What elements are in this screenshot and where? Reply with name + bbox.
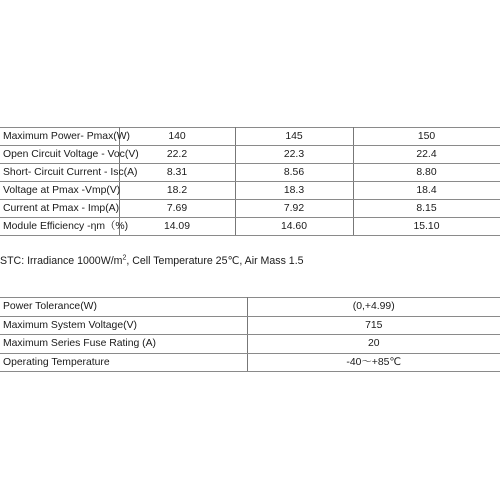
cell-value: 145 — [235, 128, 353, 146]
cell-value: 8.56 — [235, 164, 353, 182]
table-row — [0, 128, 500, 146]
cell-value: 18.2 — [119, 182, 235, 200]
table-row — [0, 200, 500, 218]
cell-value: 140 — [119, 128, 235, 146]
cell-value: 8.31 — [119, 164, 235, 182]
cell-value: 7.69 — [119, 200, 235, 218]
row-label-power-tolerance: Power Tolerance(W) — [0, 298, 247, 317]
row-label-max-series-fuse-rating: Maximum Series Fuse Rating (A) — [0, 335, 247, 354]
row-label-operating-temperature: Operating Temperature — [0, 353, 247, 372]
table-row — [0, 218, 500, 236]
table-row — [0, 146, 500, 164]
electrical-characteristics-table — [0, 127, 500, 236]
cell-value: 22.3 — [235, 146, 353, 164]
cell-value: 8.15 — [353, 200, 500, 218]
cell-value: 18.4 — [353, 182, 500, 200]
table-row — [0, 164, 500, 182]
stc-note-prefix: STC: Irradiance 1000W/m — [0, 255, 123, 267]
cell-value: 7.92 — [235, 200, 353, 218]
system-specifications-table — [0, 297, 500, 372]
row-label-open-circuit-voltage: Open Circuit Voltage - Voc(V) — [0, 146, 119, 164]
cell-value: 8.80 — [353, 164, 500, 182]
table-row — [0, 335, 500, 354]
table-row — [0, 353, 500, 372]
cell-value: 22.2 — [119, 146, 235, 164]
table-row — [0, 298, 500, 317]
cell-value: 14.09 — [119, 218, 235, 236]
cell-value: 14.60 — [235, 218, 353, 236]
cell-value: -40～+85℃ — [247, 353, 500, 372]
row-label-short-circuit-current: Short- Circuit Current - Isc(A) — [0, 164, 119, 182]
cell-value: 20 — [247, 335, 500, 354]
row-label-voltage-at-pmax: Voltage at Pmax -Vmp(V) — [0, 182, 119, 200]
cell-value: 715 — [247, 316, 500, 335]
stc-note — [0, 254, 500, 268]
row-label-max-system-voltage: Maximum System Voltage(V) — [0, 316, 247, 335]
cell-value: 18.3 — [235, 182, 353, 200]
cell-value: (0,+4.99) — [247, 298, 500, 317]
cell-value: 150 — [353, 128, 500, 146]
table-row — [0, 316, 500, 335]
cell-value: 22.4 — [353, 146, 500, 164]
row-label-current-at-pmax: Current at Pmax - Imp(A) — [0, 200, 119, 218]
stc-note-suffix: , Cell Temperature 25℃, Air Mass 1.5 — [126, 255, 304, 267]
row-label-max-power: Maximum Power- Pmax(W) — [0, 128, 119, 146]
table-row — [0, 182, 500, 200]
stc-note-superscript: 2 — [122, 254, 127, 262]
row-label-module-efficiency: Module Efficiency -ηm（%) — [0, 218, 119, 236]
cell-value: 15.10 — [353, 218, 500, 236]
